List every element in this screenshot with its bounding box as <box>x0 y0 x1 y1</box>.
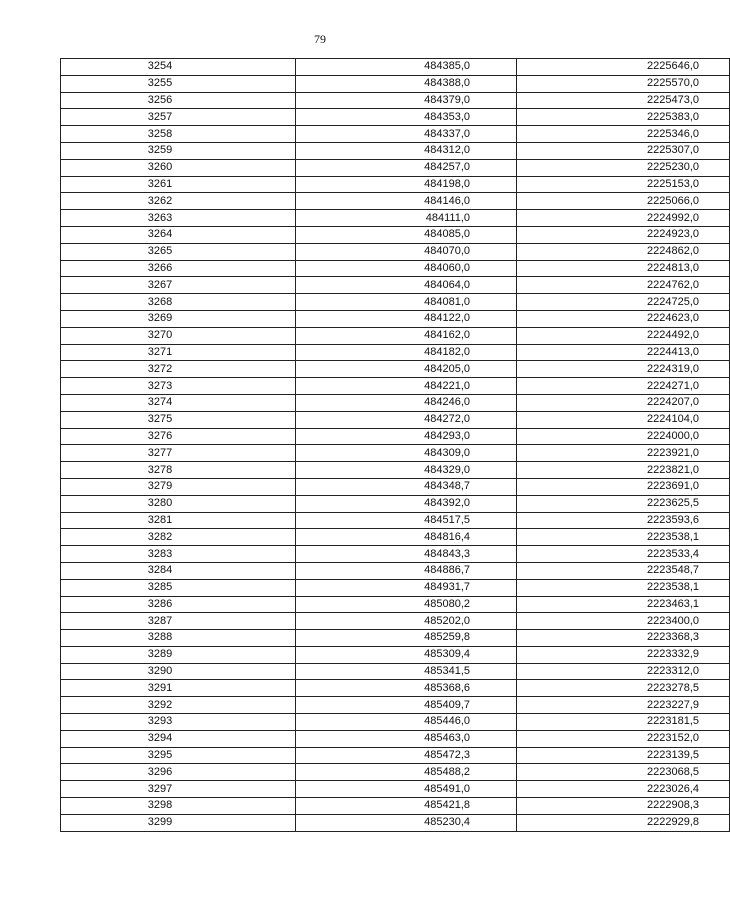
point-number-cell: 3265 <box>61 243 296 260</box>
table-row <box>61 814 730 831</box>
table-row <box>61 478 730 495</box>
point-number-cell: 3257 <box>61 109 296 126</box>
x-coordinate-cell: 484111,0 <box>296 210 517 227</box>
point-number-cell: 3290 <box>61 663 296 680</box>
x-coordinate-cell: 484221,0 <box>296 378 517 395</box>
table-row <box>61 428 730 445</box>
x-coordinate-cell: 484348,7 <box>296 478 517 495</box>
table-row <box>61 697 730 714</box>
y-coordinate-cell: 2224862,0 <box>517 243 730 260</box>
y-coordinate-cell: 2223332,9 <box>517 646 730 663</box>
y-coordinate-cell: 2222929,8 <box>517 814 730 831</box>
point-number-cell: 3262 <box>61 193 296 210</box>
point-number-cell: 3264 <box>61 226 296 243</box>
y-coordinate-cell: 2224762,0 <box>517 277 730 294</box>
table-row <box>61 193 730 210</box>
table-row <box>61 596 730 613</box>
y-coordinate-cell: 2225066,0 <box>517 193 730 210</box>
x-coordinate-cell: 485341,5 <box>296 663 517 680</box>
y-coordinate-cell: 2224319,0 <box>517 361 730 378</box>
x-coordinate-cell: 485230,4 <box>296 814 517 831</box>
table-row <box>61 529 730 546</box>
x-coordinate-cell: 485409,7 <box>296 697 517 714</box>
y-coordinate-cell: 2225383,0 <box>517 109 730 126</box>
x-coordinate-cell: 484353,0 <box>296 109 517 126</box>
point-number-cell: 3298 <box>61 798 296 815</box>
point-number-cell: 3268 <box>61 294 296 311</box>
y-coordinate-cell: 2224492,0 <box>517 327 730 344</box>
y-coordinate-cell: 2223821,0 <box>517 462 730 479</box>
point-number-cell: 3285 <box>61 579 296 596</box>
y-coordinate-cell: 2224623,0 <box>517 310 730 327</box>
x-coordinate-cell: 485368,6 <box>296 680 517 697</box>
table-row <box>61 260 730 277</box>
y-coordinate-cell: 2223400,0 <box>517 613 730 630</box>
table-row <box>61 378 730 395</box>
point-number-cell: 3270 <box>61 327 296 344</box>
x-coordinate-cell: 484843,3 <box>296 546 517 563</box>
point-number-cell: 3254 <box>61 59 296 76</box>
table-row <box>61 462 730 479</box>
y-coordinate-cell: 2223152,0 <box>517 730 730 747</box>
y-coordinate-cell: 2223921,0 <box>517 445 730 462</box>
point-number-cell: 3269 <box>61 310 296 327</box>
x-coordinate-cell: 484122,0 <box>296 310 517 327</box>
point-number-cell: 3260 <box>61 159 296 176</box>
point-number-cell: 3295 <box>61 747 296 764</box>
x-coordinate-cell: 484379,0 <box>296 92 517 109</box>
y-coordinate-cell: 2224000,0 <box>517 428 730 445</box>
point-number-cell: 3258 <box>61 126 296 143</box>
x-coordinate-cell: 484162,0 <box>296 327 517 344</box>
y-coordinate-cell: 2224923,0 <box>517 226 730 243</box>
table-row <box>61 310 730 327</box>
table-row <box>61 764 730 781</box>
point-number-cell: 3288 <box>61 630 296 647</box>
x-coordinate-cell: 484257,0 <box>296 159 517 176</box>
table-row <box>61 714 730 731</box>
point-number-cell: 3284 <box>61 562 296 579</box>
x-coordinate-cell: 484085,0 <box>296 226 517 243</box>
x-coordinate-cell: 485446,0 <box>296 714 517 731</box>
y-coordinate-cell: 2224104,0 <box>517 411 730 428</box>
x-coordinate-cell: 485259,8 <box>296 630 517 647</box>
table-row <box>61 109 730 126</box>
x-coordinate-cell: 484886,7 <box>296 562 517 579</box>
x-coordinate-cell: 484060,0 <box>296 260 517 277</box>
y-coordinate-cell: 2224271,0 <box>517 378 730 395</box>
point-number-cell: 3275 <box>61 411 296 428</box>
point-number-cell: 3280 <box>61 495 296 512</box>
point-number-cell: 3271 <box>61 344 296 361</box>
point-number-cell: 3293 <box>61 714 296 731</box>
y-coordinate-cell: 2225153,0 <box>517 176 730 193</box>
table-row <box>61 394 730 411</box>
x-coordinate-cell: 484329,0 <box>296 462 517 479</box>
table-row <box>61 210 730 227</box>
y-coordinate-cell: 2225307,0 <box>517 142 730 159</box>
y-coordinate-cell: 2225473,0 <box>517 92 730 109</box>
y-coordinate-cell: 2223026,4 <box>517 781 730 798</box>
point-number-cell: 3272 <box>61 361 296 378</box>
x-coordinate-cell: 484309,0 <box>296 445 517 462</box>
x-coordinate-cell: 485421,8 <box>296 798 517 815</box>
point-number-cell: 3267 <box>61 277 296 294</box>
y-coordinate-cell: 2223593,6 <box>517 512 730 529</box>
x-coordinate-cell: 485202,0 <box>296 613 517 630</box>
y-coordinate-cell: 2224413,0 <box>517 344 730 361</box>
table-row <box>61 579 730 596</box>
table-row <box>61 159 730 176</box>
y-coordinate-cell: 2225346,0 <box>517 126 730 143</box>
table-row <box>61 495 730 512</box>
point-number-cell: 3259 <box>61 142 296 159</box>
y-coordinate-cell: 2223227,9 <box>517 697 730 714</box>
coordinates-table-body <box>61 59 730 832</box>
x-coordinate-cell: 485488,2 <box>296 764 517 781</box>
table-row <box>61 142 730 159</box>
x-coordinate-cell: 484064,0 <box>296 277 517 294</box>
table-row <box>61 512 730 529</box>
x-coordinate-cell: 485491,0 <box>296 781 517 798</box>
x-coordinate-cell: 484146,0 <box>296 193 517 210</box>
table-row <box>61 730 730 747</box>
table-row <box>61 277 730 294</box>
x-coordinate-cell: 484931,7 <box>296 579 517 596</box>
table-row <box>61 747 730 764</box>
table-row <box>61 445 730 462</box>
y-coordinate-cell: 2225230,0 <box>517 159 730 176</box>
x-coordinate-cell: 484246,0 <box>296 394 517 411</box>
point-number-cell: 3274 <box>61 394 296 411</box>
x-coordinate-cell: 485309,4 <box>296 646 517 663</box>
table-row <box>61 613 730 630</box>
x-coordinate-cell: 485472,3 <box>296 747 517 764</box>
table-row <box>61 781 730 798</box>
point-number-cell: 3273 <box>61 378 296 395</box>
y-coordinate-cell: 2225570,0 <box>517 75 730 92</box>
y-coordinate-cell: 2223278,5 <box>517 680 730 697</box>
x-coordinate-cell: 484816,4 <box>296 529 517 546</box>
point-number-cell: 3296 <box>61 764 296 781</box>
y-coordinate-cell: 2224725,0 <box>517 294 730 311</box>
table-row <box>61 294 730 311</box>
x-coordinate-cell: 484312,0 <box>296 142 517 159</box>
y-coordinate-cell: 2223068,5 <box>517 764 730 781</box>
x-coordinate-cell: 484337,0 <box>296 126 517 143</box>
table-row <box>61 75 730 92</box>
table-row <box>61 226 730 243</box>
y-coordinate-cell: 2223463,1 <box>517 596 730 613</box>
y-coordinate-cell: 2223312,0 <box>517 663 730 680</box>
x-coordinate-cell: 484081,0 <box>296 294 517 311</box>
y-coordinate-cell: 2223538,1 <box>517 529 730 546</box>
table-row <box>61 126 730 143</box>
y-coordinate-cell: 2223538,1 <box>517 579 730 596</box>
point-number-cell: 3276 <box>61 428 296 445</box>
point-number-cell: 3263 <box>61 210 296 227</box>
y-coordinate-cell: 2223691,0 <box>517 478 730 495</box>
table-row <box>61 630 730 647</box>
y-coordinate-cell: 2225646,0 <box>517 59 730 76</box>
table-row <box>61 361 730 378</box>
y-coordinate-cell: 2223368,3 <box>517 630 730 647</box>
table-row <box>61 344 730 361</box>
point-number-cell: 3261 <box>61 176 296 193</box>
x-coordinate-cell: 484517,5 <box>296 512 517 529</box>
point-number-cell: 3278 <box>61 462 296 479</box>
point-number-cell: 3281 <box>61 512 296 529</box>
y-coordinate-cell: 2223625,5 <box>517 495 730 512</box>
point-number-cell: 3294 <box>61 730 296 747</box>
point-number-cell: 3286 <box>61 596 296 613</box>
table-row <box>61 59 730 76</box>
x-coordinate-cell: 485080,2 <box>296 596 517 613</box>
point-number-cell: 3287 <box>61 613 296 630</box>
table-row <box>61 646 730 663</box>
coordinates-table <box>60 58 730 832</box>
table-row <box>61 243 730 260</box>
table-row <box>61 663 730 680</box>
point-number-cell: 3256 <box>61 92 296 109</box>
table-row <box>61 546 730 563</box>
x-coordinate-cell: 484205,0 <box>296 361 517 378</box>
x-coordinate-cell: 484198,0 <box>296 176 517 193</box>
x-coordinate-cell: 485463,0 <box>296 730 517 747</box>
y-coordinate-cell: 2224207,0 <box>517 394 730 411</box>
table-row <box>61 562 730 579</box>
point-number-cell: 3266 <box>61 260 296 277</box>
point-number-cell: 3297 <box>61 781 296 798</box>
table-row <box>61 327 730 344</box>
table-row <box>61 411 730 428</box>
point-number-cell: 3277 <box>61 445 296 462</box>
point-number-cell: 3289 <box>61 646 296 663</box>
y-coordinate-cell: 2224813,0 <box>517 260 730 277</box>
point-number-cell: 3255 <box>61 75 296 92</box>
point-number-cell: 3292 <box>61 697 296 714</box>
x-coordinate-cell: 484385,0 <box>296 59 517 76</box>
table-row <box>61 176 730 193</box>
x-coordinate-cell: 484392,0 <box>296 495 517 512</box>
y-coordinate-cell: 2224992,0 <box>517 210 730 227</box>
x-coordinate-cell: 484182,0 <box>296 344 517 361</box>
y-coordinate-cell: 2223181,5 <box>517 714 730 731</box>
page-number: 79 <box>314 32 326 46</box>
x-coordinate-cell: 484388,0 <box>296 75 517 92</box>
point-number-cell: 3291 <box>61 680 296 697</box>
point-number-cell: 3279 <box>61 478 296 495</box>
x-coordinate-cell: 484070,0 <box>296 243 517 260</box>
x-coordinate-cell: 484293,0 <box>296 428 517 445</box>
y-coordinate-cell: 2223548,7 <box>517 562 730 579</box>
y-coordinate-cell: 2222908,3 <box>517 798 730 815</box>
x-coordinate-cell: 484272,0 <box>296 411 517 428</box>
point-number-cell: 3282 <box>61 529 296 546</box>
point-number-cell: 3283 <box>61 546 296 563</box>
table-row <box>61 680 730 697</box>
point-number-cell: 3299 <box>61 814 296 831</box>
y-coordinate-cell: 2223139,5 <box>517 747 730 764</box>
y-coordinate-cell: 2223533,4 <box>517 546 730 563</box>
table-row <box>61 92 730 109</box>
table-row <box>61 798 730 815</box>
